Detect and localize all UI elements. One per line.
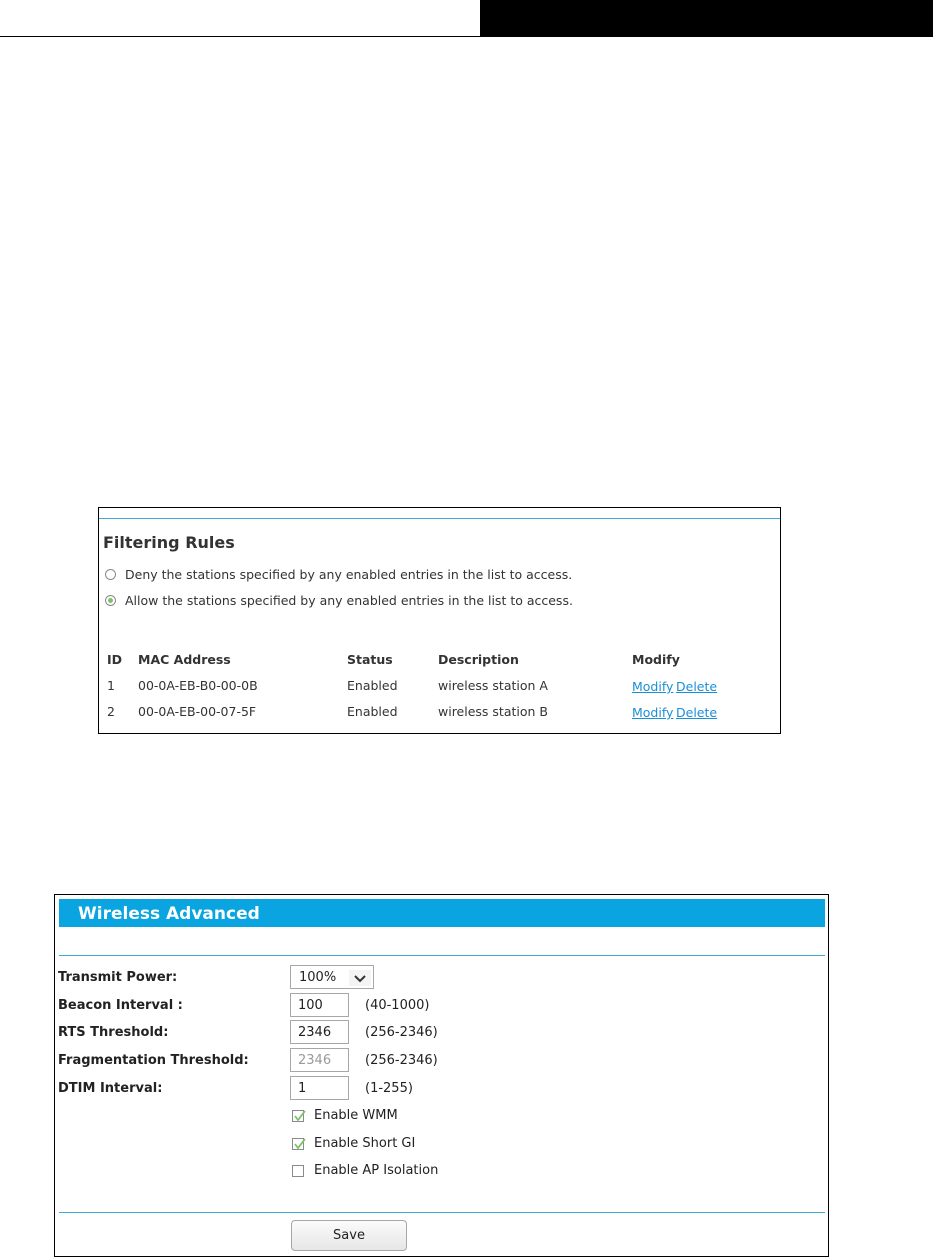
- transmit-power-label: Transmit Power:: [58, 970, 178, 985]
- wireless-advanced-panel: [54, 894, 829, 1257]
- panel-divider: [59, 1212, 825, 1213]
- beacon-interval-input[interactable]: [290, 993, 349, 1017]
- enable-short-gi-checkbox[interactable]: [292, 1138, 304, 1150]
- transmit-power-value: 100%: [299, 970, 337, 985]
- rts-threshold-range: (256-2346): [365, 1025, 438, 1040]
- column-header-mac: MAC Address: [138, 652, 231, 667]
- check-icon: [292, 1108, 308, 1124]
- enable-ap-isolation-checkbox[interactable]: [292, 1165, 304, 1177]
- page-header-rule: [0, 36, 480, 37]
- deny-radio[interactable]: [105, 569, 116, 580]
- fragmentation-threshold-range: (256-2346): [365, 1053, 438, 1068]
- row-mac: 00-0A-EB-00-07-5F: [138, 704, 257, 719]
- enable-wmm-option[interactable]: [292, 1108, 398, 1123]
- row-status: Enabled: [347, 678, 398, 693]
- deny-option[interactable]: [105, 567, 572, 582]
- dtim-interval-range: (1-255): [365, 1081, 413, 1096]
- column-header-modify: Modify: [632, 652, 680, 667]
- fragmentation-threshold-label: Fragmentation Threshold:: [58, 1053, 249, 1068]
- page-header-bar: [480, 0, 933, 37]
- beacon-interval-label: Beacon Interval :: [58, 998, 183, 1013]
- row-id: 1: [107, 678, 115, 693]
- filtering-rules-title: Filtering Rules: [103, 533, 235, 552]
- enable-short-gi-label: Enable Short GI: [314, 1136, 416, 1151]
- rts-threshold-input[interactable]: [290, 1020, 349, 1044]
- wireless-advanced-header: [59, 899, 825, 927]
- allow-radio[interactable]: [105, 595, 116, 606]
- allow-option-label: Allow the stations specified by any enabled entries in the list to access.: [125, 593, 573, 608]
- row-description: wireless station B: [438, 704, 548, 719]
- modify-link[interactable]: Modify: [632, 705, 674, 720]
- column-header-id: ID: [107, 652, 123, 667]
- deny-option-label: Deny the stations specified by any enabled entries in the list to access.: [125, 567, 573, 582]
- chevron-down-icon: [349, 970, 371, 986]
- enable-short-gi-option[interactable]: [292, 1136, 415, 1151]
- rts-threshold-label: RTS Threshold:: [58, 1025, 169, 1040]
- row-id: 2: [107, 704, 115, 719]
- panel-divider: [99, 518, 780, 519]
- delete-link[interactable]: Delete: [676, 679, 718, 694]
- enable-wmm-label: Enable WMM: [314, 1108, 398, 1123]
- filtering-rules-panel: [98, 507, 781, 734]
- fragmentation-threshold-input: [290, 1048, 349, 1072]
- panel-divider: [59, 955, 825, 956]
- wireless-advanced-title: Wireless Advanced: [78, 904, 260, 924]
- row-mac: 00-0A-EB-B0-00-0B: [138, 678, 258, 693]
- dtim-interval-label: DTIM Interval:: [58, 1081, 163, 1096]
- column-header-status: Status: [347, 652, 393, 667]
- transmit-power-select[interactable]: [290, 965, 374, 989]
- enable-wmm-checkbox[interactable]: [292, 1110, 304, 1122]
- allow-option[interactable]: [105, 593, 573, 608]
- enable-ap-isolation-label: Enable AP Isolation: [314, 1163, 439, 1178]
- dtim-interval-input[interactable]: [290, 1076, 349, 1100]
- check-icon: [292, 1136, 308, 1152]
- delete-link[interactable]: Delete: [676, 705, 718, 720]
- column-header-description: Description: [438, 652, 519, 667]
- row-status: Enabled: [347, 704, 398, 719]
- beacon-interval-range: (40-1000): [365, 998, 430, 1013]
- row-description: wireless station A: [438, 678, 548, 693]
- modify-link[interactable]: Modify: [632, 679, 674, 694]
- enable-ap-isolation-option[interactable]: [292, 1163, 438, 1178]
- save-button[interactable]: Save: [291, 1220, 407, 1251]
